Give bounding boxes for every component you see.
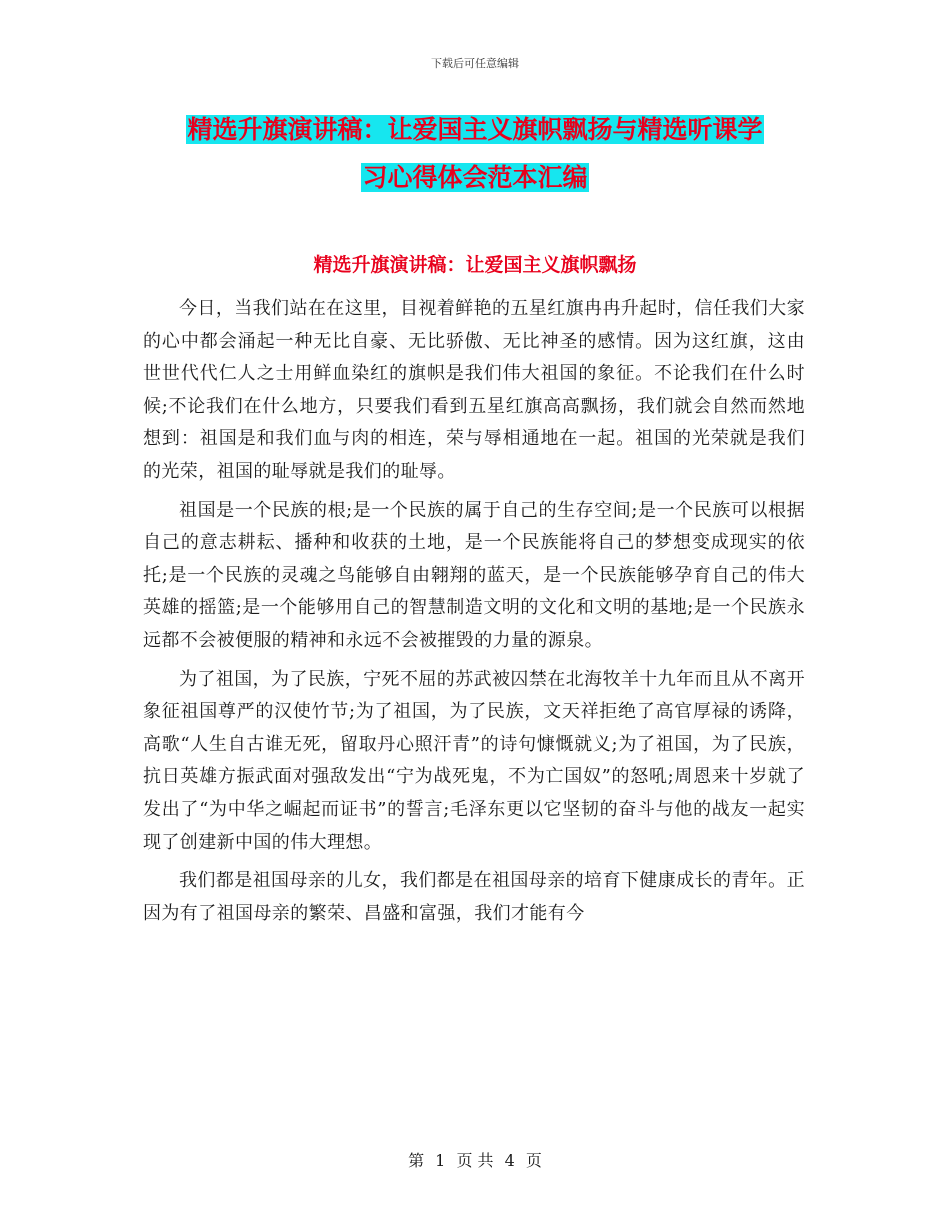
page-number: 1 (435, 1151, 446, 1170)
paragraph-3: 为了祖国，为了民族，宁死不屈的苏武被囚禁在北海牧羊十九年而且从不离开象征祖国尊严的汉使竹节;为了祖国，为了民族，文天祥拒绝了高官厚禄的诱降，高歌“人生自古谁无死，留取丹心照汗青”的诗句慷慨就义;为了祖国，为了民族，抗日英雄方振武面对强敌发出“宁为战死鬼，不为亡国奴”的怒吼;周恩来十岁就了发出了“为中华之崛起而证书”的誓言;毛泽东更以它坚韧的奋斗与他的战友一起实现了创建新中国的伟大理想。 (143, 668, 805, 853)
page-header-note: 下载后可任意编辑 (431, 57, 519, 70)
total-pages: 4 (504, 1151, 515, 1170)
document-title-line1: 精选升旗演讲稿：让爱国主义旗帜飘扬与精选听课学 (187, 115, 763, 144)
paragraph-1: 今日，当我们站在在这里，目视着鲜艳的五星红旗冉冉升起时，信任我们大家的心中都会涌起一种无比自豪、无比骄傲、无比神圣的感情。因为这红旗，这由世世代代仁人之士用鲜血染红的旗帜是我们伟大祖国的象征。不论我们在什么时候;不论我们在什么地方，只要我们看到五星红旗高高飘扬，我们就会自然而然地想到：祖国是和我们血与肉的相连，荣与辱相通地在一起。祖国的光荣就是我们的光荣，祖国的耻辱就是我们的耻辱。 (143, 298, 805, 482)
paragraph-4: 我们都是祖国母亲的儿女，我们都是在祖国母亲的培育下健康成长的青年。正因为有了祖国母亲的繁荣、昌盛和富强，我们才能有今 (143, 870, 805, 924)
section-title: 精选升旗演讲稿：让爱国主义旗帜飘扬 (313, 254, 637, 276)
page-footer (0, 1148, 950, 1171)
body-text (143, 293, 805, 936)
page-label-mid: 页 共 (456, 1151, 494, 1170)
document-title-line2: 习心得体会范本汇编 (362, 163, 588, 192)
document-title (0, 106, 950, 202)
page-label-prefix: 第 (408, 1151, 425, 1170)
paragraph-2: 祖国是一个民族的根;是一个民族的属于自己的生存空间;是一个民族可以根据自己的意志耕耘、播种和收获的土地，是一个民族能将自己的梦想变成现实的依托;是一个民族的灵魂之鸟能够自由翱翔的蓝天，是一个民族能够孕育自己的伟大英雄的摇篮;是一个能够用自己的智慧制造文明的文化和文明的基地;是一个民族永远都不会被便服的精神和永远不会被摧毁的力量的源泉。 (143, 499, 805, 651)
page-label-suffix: 页 (525, 1151, 542, 1170)
